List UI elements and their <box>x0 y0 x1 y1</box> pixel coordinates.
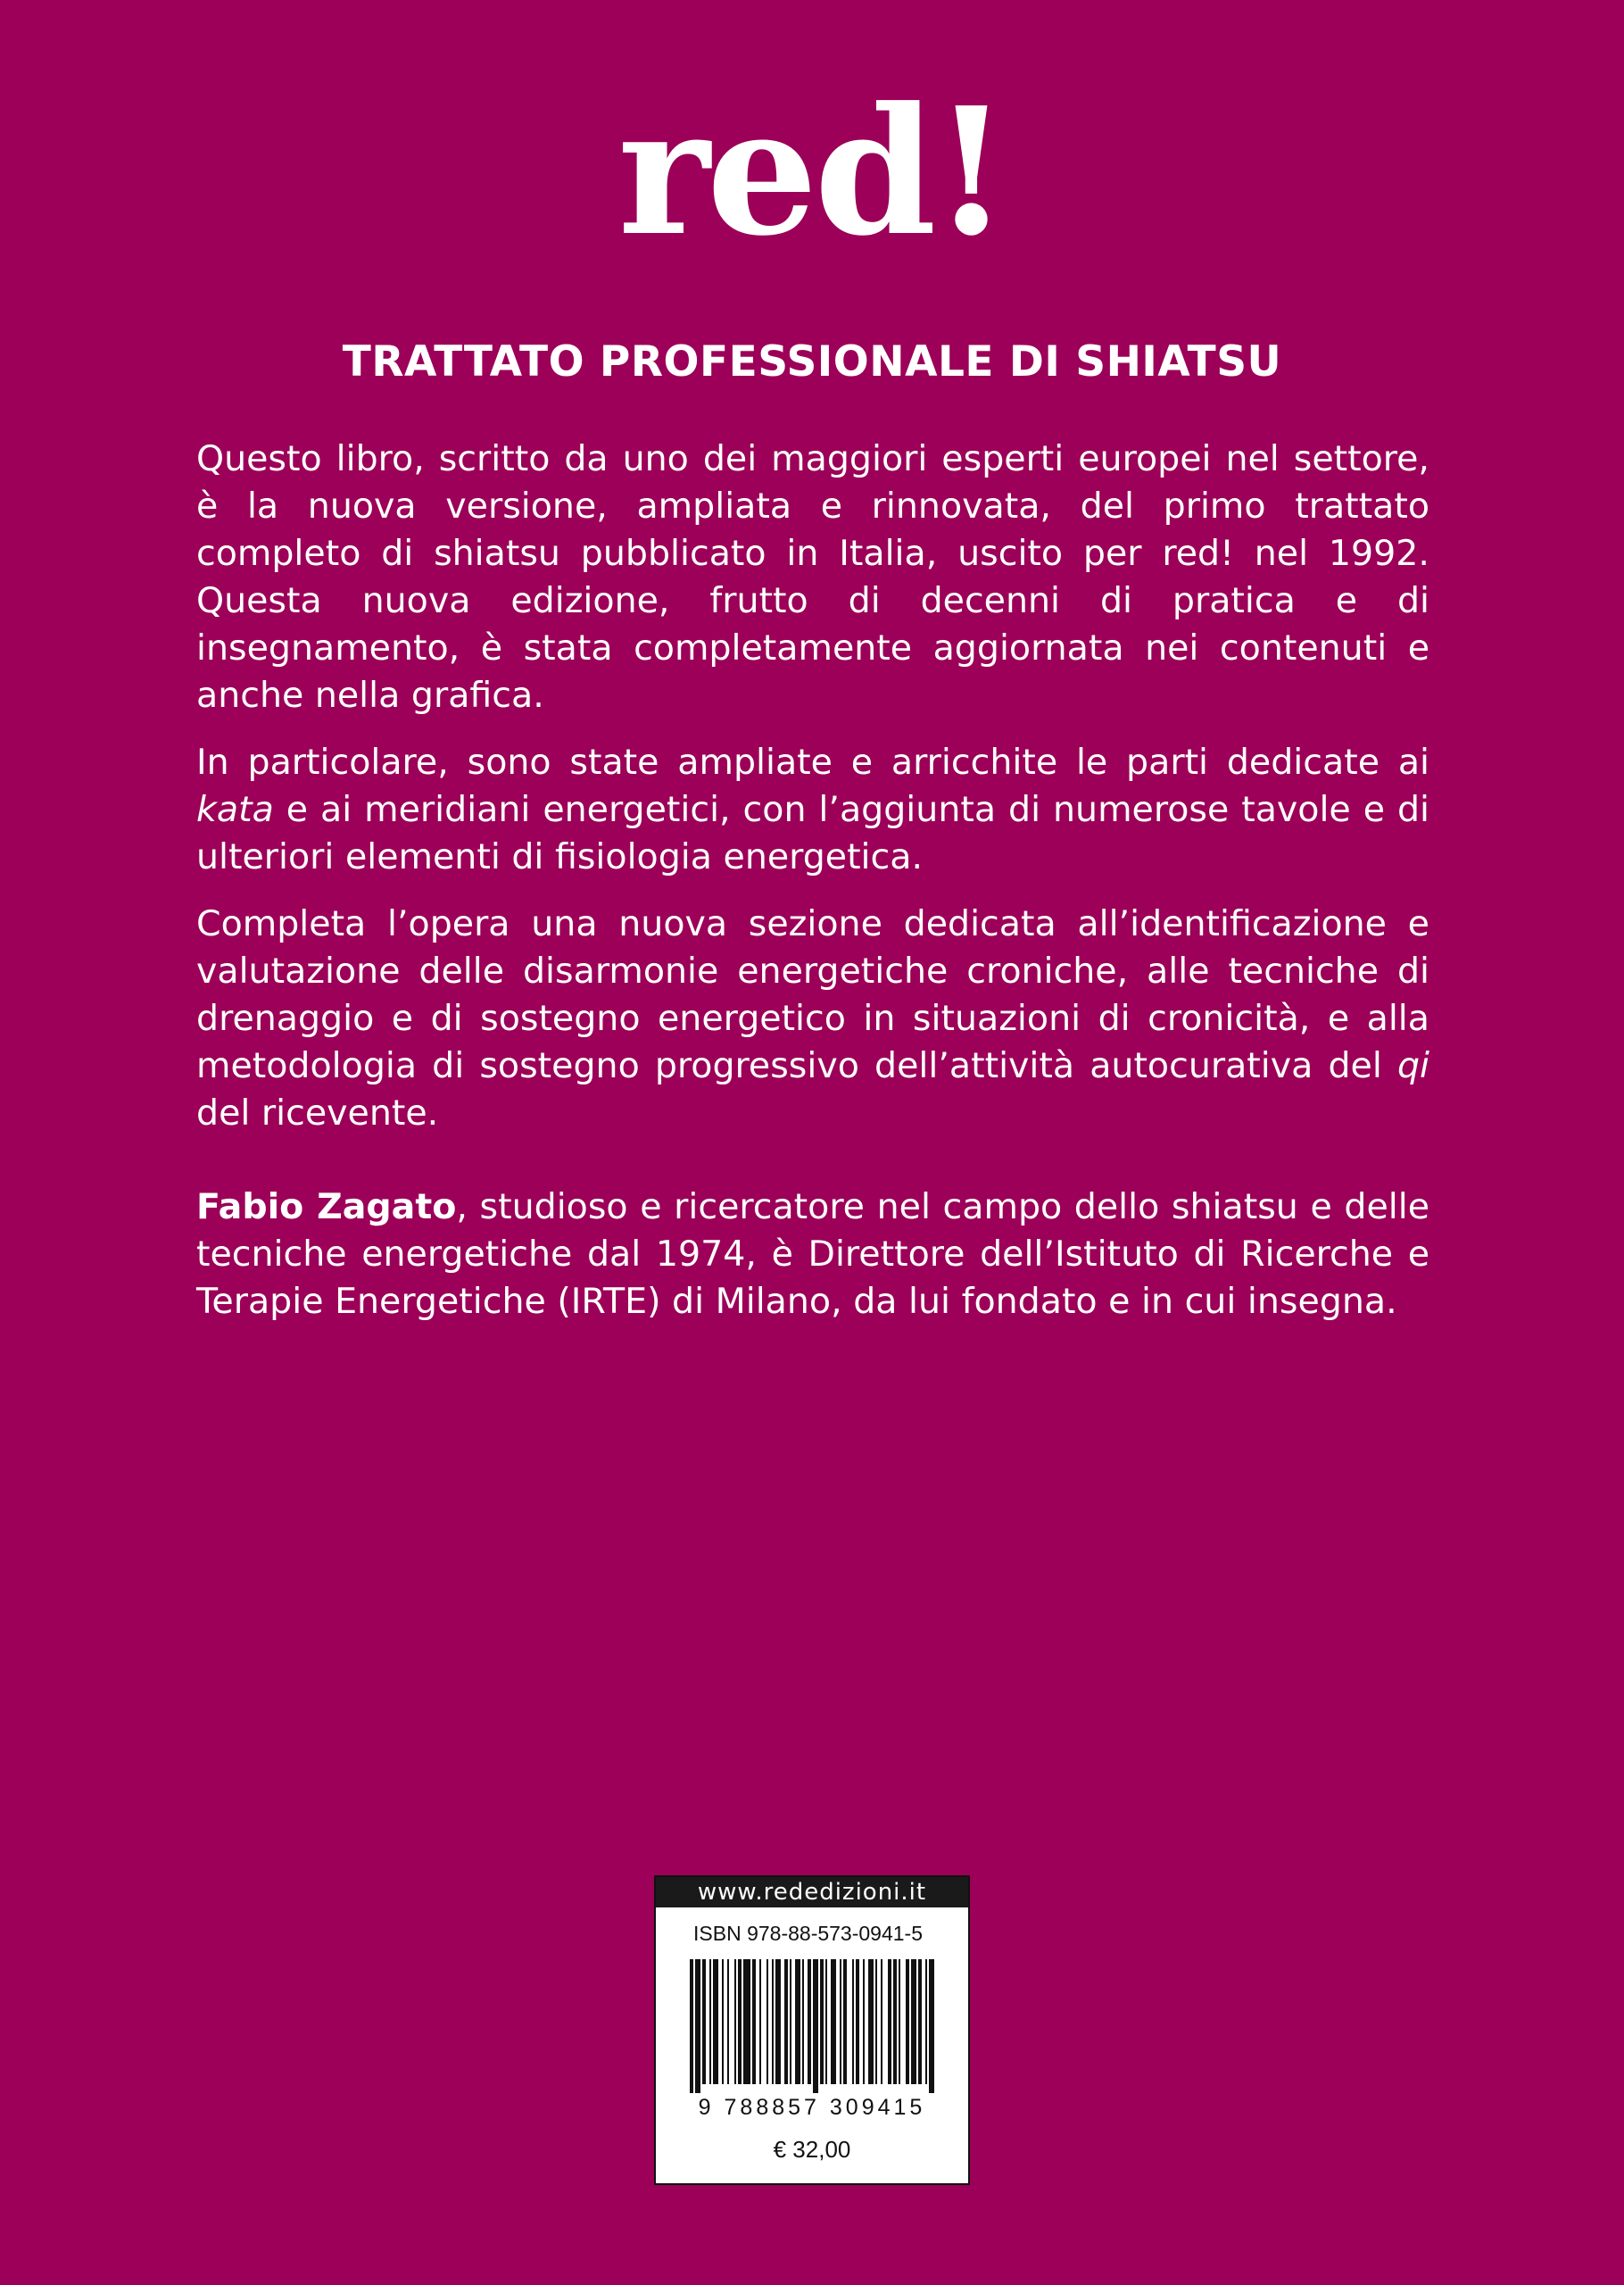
blurb <box>196 436 1429 1345</box>
blurb-paragraph-1: Questo libro, scritto da uno dei maggiori esperti europei nel settore, è la nuova versione, ampliata e rinnovata, del primo trattato completo di shiatsu pubblicato in Italia, uscito per red! nel 1992. Questa nuova edizione, frutto di decenni di pratica e di insegnamento, è stata completamente aggiornata nei contenuti e anche nella grafica. <box>196 438 1429 716</box>
blurb-paragraph-3-part-1: Completa l’opera una nuova sezione dedicata all’identificazione e valutazione delle disarmonie energetiche croniche, alle tecniche di drenaggio e di sostegno energetico in situazioni di cronicità, e alla metodologia di sostegno progressivo dell’attività autocurativa del <box>196 903 1429 1086</box>
blurb-paragraph-2-part-1: In particolare, sono state ampliate e arricchite le parti dedicate ai <box>196 742 1429 783</box>
blurb-paragraph-2 <box>196 739 1429 881</box>
price: € 32,00 <box>773 2136 851 2163</box>
publisher-logo: red! <box>617 70 1007 275</box>
author-bio-text: , studioso e ricercatore nel campo dello shiatsu e delle tecniche energetiche dal 1974, è Direttore dell’Istituto di Ricerche e Terapie Energetiche (IRTE) di Milano, da lui fondato e in cui insegna. <box>196 1186 1429 1322</box>
kata-term: kata <box>196 789 274 830</box>
barcode-digits: 9 788857 309415 <box>698 2095 926 2120</box>
qi-term: qi <box>1396 1045 1429 1086</box>
blurb-paragraph-2-part-2: e ai meridiani energetici, con l’aggiunta di numerose tavole e di ulteriori elementi di fisiologia energetica. <box>196 789 1429 877</box>
barcode-icon <box>690 1959 936 2093</box>
author-name: Fabio Zagato <box>196 1186 457 1227</box>
barcode-label <box>654 1875 970 2185</box>
author-bio <box>196 1184 1429 1325</box>
isbn-text: ISBN 978-88-573-0941-5 <box>693 1922 923 1945</box>
publisher-url: www.rededizioni.it <box>656 1877 968 1907</box>
book-title: TRATTATO PROFESSIONALE DI SHIATSU <box>342 337 1282 386</box>
blurb-paragraph-3 <box>196 901 1429 1137</box>
blurb-paragraph-3-part-2: del ricevente. <box>196 1093 439 1134</box>
